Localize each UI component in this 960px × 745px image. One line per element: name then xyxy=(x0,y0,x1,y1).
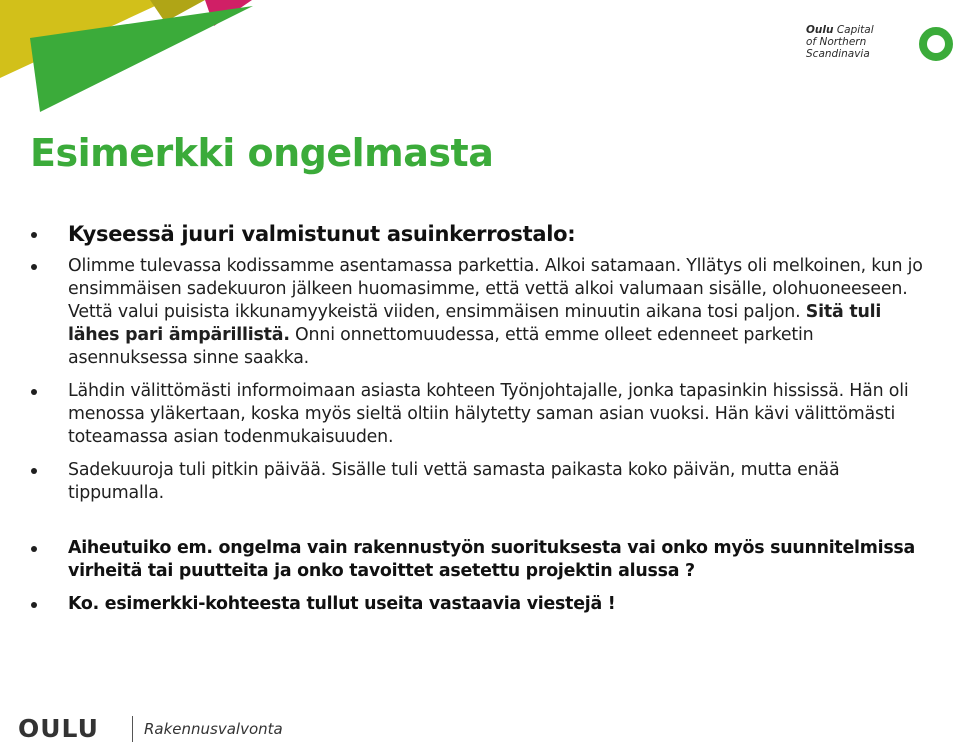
bullet-list xyxy=(30,220,925,616)
footer-divider xyxy=(132,716,133,742)
page-title: Esimerkki ongelmasta xyxy=(30,131,494,175)
bullet-question: Aiheutuiko em. ongelma vain rakennustyön suorituksesta vai onko myös suunnitelmissa virheitä tai puutteita ja onko tavoittet asetettu projektin alussa ? xyxy=(30,537,925,583)
footer-unit: Rakennusvalvonta xyxy=(144,720,283,738)
green-ring-icon xyxy=(918,26,954,62)
oulu-capital-logo xyxy=(806,24,956,68)
bullet-conclusion: Ko. esimerkki-kohteesta tullut useita vastaavia viestejä ! xyxy=(30,593,925,616)
decorative-corner-shapes xyxy=(0,0,260,115)
bullet-story: Olimme tulevassa kodissamme asentamassa parkettia. Alkoi satamaan. Yllätys oli melkoinen, kun jo ensimmäisen sadekuuron jälkeen huomasimme, että vettä alkoi valumaan sisälle, olohuoneeseen. Vettä valui puisista ikkunamyykeistä viiden, ensimmäisen minuutin aikana tosi paljon. Sitä tuli lähes pari ämpärillistä. Onni onnettomuudessa, että emme olleet edenneet parketin asennuksessa sinne saakka. xyxy=(30,255,925,370)
oulu-capital-logo-text xyxy=(806,24,906,60)
bullet-report: Lähdin välittömästi informoimaan asiasta kohteen Työnjohtajalle, jonka tapasinkin hississä. Hän oli menossa yläkertaan, koska myös sieltä oltiin hälytetty saman asian vuoksi. Hän kävi välittömästi toteamassa asian todenmukaisuuden. xyxy=(30,380,925,449)
footer-brand: OULU xyxy=(18,714,99,743)
bullet-rain: Sadekuuroja tuli pitkin päivää. Sisälle tuli vettä samasta paikasta koko päivän, mutta enää tippumalla. xyxy=(30,459,925,505)
logo-line-2: of Northern xyxy=(806,36,867,48)
bullet-heading: Kyseessä juuri valmistunut asuinkerrostalo: xyxy=(30,220,925,248)
logo-line-1: Oulu Capital xyxy=(806,24,874,36)
logo-line-3: Scandinavia xyxy=(806,48,870,60)
